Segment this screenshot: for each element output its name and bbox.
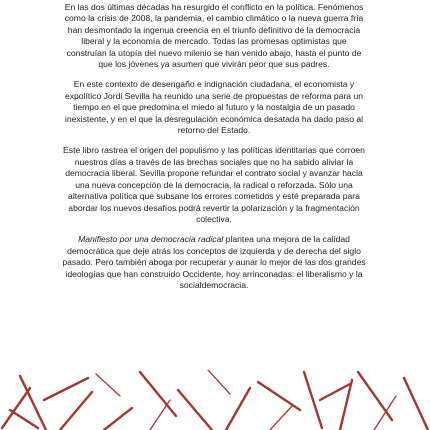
paragraph-4-text: plantea una mejora de la calidad democrática que deje atrás los conceptos de izquierda y de derecha del siglo pasado. Pero también aboga por recuperar y aunar lo mejor de las dos grandes ideologías que han construido Occidente, hoy arrinconadas: el liberalismo y la socialdemocracia. [62, 234, 366, 290]
paragraph-4 [62, 234, 366, 291]
paragraph-2: En este contexto de desengaño e indignación ciudadana, el economista y expolítico Jordi Sevilla ha reunido una serie de propuestas de reforma para un tiempo en el que predomina el miedo al futuro y la nostalgia de un pasado inexistente, y en el que la desregulación económica desatada ha dado paso al retorno del Estado. [64, 79, 364, 136]
back-cover-text [62, 0, 366, 300]
paragraph-1: En las dos últimas décadas ha resurgido el conflicto en la política. Fenómenos como la crisis de 2008, la pandemia, el cambio climático o la nueva guerra fría han desmontado la ingenua creencia en el triunfo definitivo de la democracia liberal y la economía de mercado. Todas las promesas optimistas que construían la utopía del nuevo milenio se han venido abajo, hasta el punto de que los jóvenes ya asumen que vivirán peor que sus padres. [64, 2, 364, 70]
paragraph-3: Este libro rastrea el origen del populismo y las políticas identitarias que corroen nuestros días a través de las brechas sociales que no ha sabido aliviar la democracia liberal. Sevilla propone refundar el contrato social y avanzar hacia una nueva concepción de la democracia, la radical o reforzada. Sólo una alternativa política que subsane los errores cometidos y esté preparada para abordar los nuevos desafíos podrá revertir la polarización y la fragmentación colectiva. [63, 145, 365, 224]
decorative-red-lines [0, 370, 430, 430]
book-title: Manifiesto por una democracia radical [78, 234, 224, 245]
